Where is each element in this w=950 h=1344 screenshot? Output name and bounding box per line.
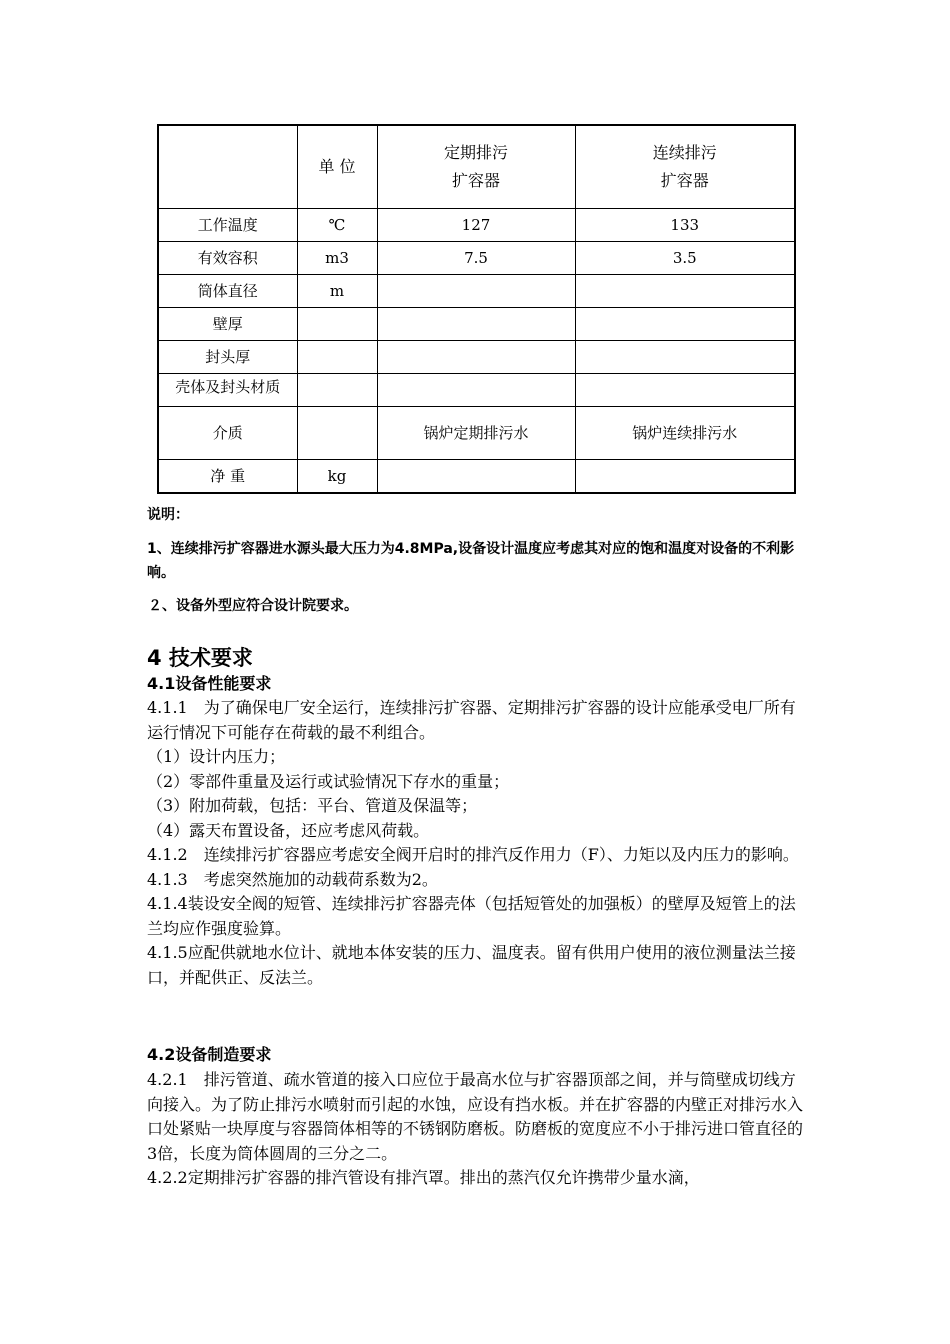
table-row (158, 407, 795, 460)
row-continuous-value (575, 460, 795, 494)
table-header-row (158, 125, 795, 209)
table-row (158, 242, 795, 275)
paragraph: 4.1.1 为了确保电厂安全运行，连续排污扩容器、定期排污扩容器的设计应能承受电厂所有运行情况下可能存在荷载的最不利组合。 (147, 698, 796, 742)
paragraph: （3）附加荷载，包括：平台、管道及保温等； (147, 796, 478, 815)
paragraph: 4.1.2 连续排污扩容器应考虑安全阀开启时的排汽反作用力（F）、力矩以及内压力的影响。 (147, 845, 799, 864)
row-periodic-value: 127 (377, 209, 575, 242)
note-item-2: ２、设备外型应符合设计院要求。 (148, 598, 358, 614)
table-row (158, 308, 795, 341)
row-name: 封头厚 (158, 341, 297, 374)
section-4-2-title: 4.2设备制造要求 (147, 1045, 272, 1064)
row-continuous-value (575, 308, 795, 341)
header-unit: 单 位 (297, 125, 377, 209)
row-unit: m (297, 275, 377, 308)
row-periodic-value (377, 275, 575, 308)
row-periodic-value (377, 460, 575, 494)
row-continuous-value (575, 374, 795, 407)
row-continuous-value: 锅炉连续排污水 (575, 407, 795, 460)
row-periodic-value: 7.5 (377, 242, 575, 275)
row-periodic-value (377, 341, 575, 374)
row-name: 净 重 (158, 460, 297, 494)
row-unit (297, 341, 377, 374)
row-continuous-value: 3.5 (575, 242, 795, 275)
row-unit (297, 407, 377, 460)
section-4-title: 4 技术要求 (147, 646, 253, 670)
row-name: 介质 (158, 407, 297, 460)
paragraph: （1）设计内压力； (147, 747, 286, 766)
row-continuous-value (575, 275, 795, 308)
row-unit (297, 308, 377, 341)
paragraph: （2）零部件重量及运行或试验情况下存水的重量； (147, 771, 510, 791)
header-continuous-expander (575, 125, 795, 209)
row-unit: kg (297, 460, 377, 494)
row-unit: ℃ (297, 209, 377, 242)
table-row (158, 275, 795, 308)
row-name: 壁厚 (158, 308, 297, 341)
spec-table (157, 124, 796, 494)
row-name (158, 374, 297, 407)
paragraph: 4.2.1 排污管道、疏水管道的接入口应位于最高水位与扩容器顶部之间，并与筒壁成切线方向接入。为了防止排污水喷射而引起的水蚀，应设有挡水板。并在扩容器的内壁正对排污水入口处紧贴一块厚度与容器筒体相等的不锈钢防磨板。防磨板的宽度应不小于排污进口管直径的3倍，长度为筒体圆周的三分之二。 (147, 1070, 804, 1163)
row-continuous-value: 133 (575, 209, 795, 242)
row-unit: m3 (297, 242, 377, 275)
row-continuous-value (575, 341, 795, 374)
section-4-2-body (147, 1068, 807, 1191)
paragraph: （4）露天布置设备，还应考虑风荷载。 (147, 820, 430, 840)
paragraph: 4.1.3 考虑突然施加的动载荷系数为2。 (147, 869, 438, 889)
paragraph: 4.1.4装设安全阀的短管、连续排污扩容器壳体（包括短管处的加强板）的壁厚及短管上的法兰均应作强度验算。 (147, 894, 796, 938)
row-periodic-value (377, 374, 575, 407)
row-name: 工作温度 (158, 209, 297, 242)
header-blank-cell (158, 125, 297, 209)
paragraph: 4.1.5应配供就地水位计、就地本体安装的压力、温度表。留有供用户使用的液位测量法兰接口，并配供正、反法兰。 (147, 943, 796, 987)
row-periodic-value (377, 308, 575, 341)
notes-title: 说明： (147, 507, 189, 523)
section-4-1-body (147, 696, 807, 990)
row-name: 筒体直径 (158, 275, 297, 308)
note-item-1: 1、连续排污扩容器进水源头最大压力为4.8MPa,设备设计温度应考虑其对应的饱和温度对设备的不利影响。 (147, 541, 795, 581)
header-periodic-line2: 扩容器 (451, 171, 500, 190)
header-periodic-line1: 定期排污 (443, 143, 508, 162)
row-unit (297, 374, 377, 407)
header-periodic-expander (377, 125, 575, 209)
table-row (158, 341, 795, 374)
table-row (158, 209, 795, 242)
header-continuous-line1: 连续排污 (652, 143, 717, 162)
table-row (158, 460, 795, 494)
header-continuous-line2: 扩容器 (660, 171, 709, 190)
paragraph: 4.2.2定期排污扩容器的排汽管设有排汽罩。排出的蒸汽仅允许携带少量水滴， (147, 1168, 700, 1187)
row-name: 有效容积 (158, 242, 297, 275)
table-row (158, 374, 795, 407)
row-name-text: 壳体及封头材质 (175, 378, 281, 396)
section-4-1-title: 4.1设备性能要求 (147, 674, 272, 693)
row-periodic-value: 锅炉定期排污水 (377, 407, 575, 460)
